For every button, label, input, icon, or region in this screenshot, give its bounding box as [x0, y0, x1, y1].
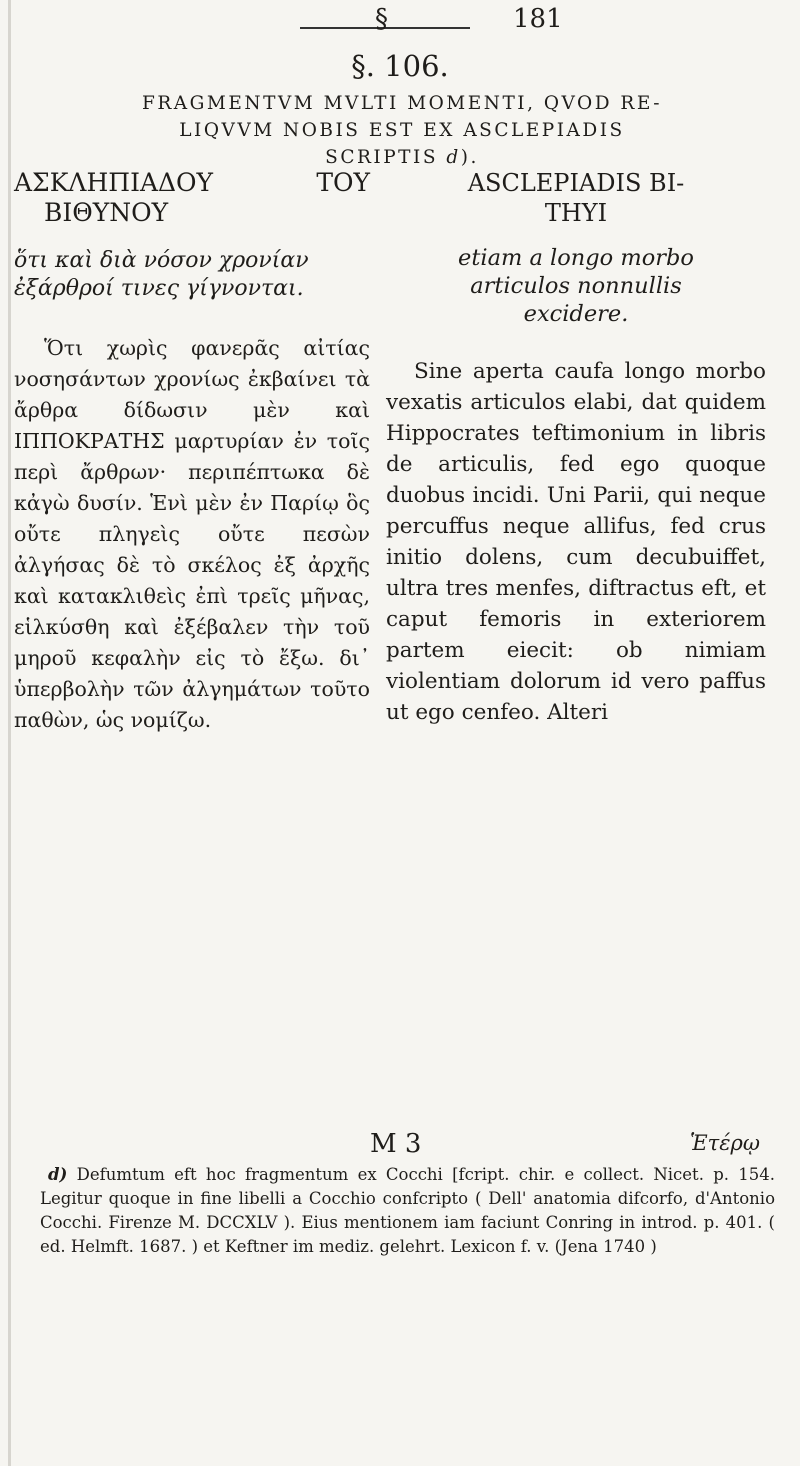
signature-mark: M 3	[370, 1129, 422, 1159]
greek-subheading: ὅτι καὶ διὰ νόσον χρονίαν ἐξάρθροί τινες γίγνονται.	[14, 248, 309, 301]
title-close: ).	[460, 147, 479, 168]
catchword: Ἑτέρῳ	[690, 1131, 761, 1155]
latin-column	[386, 168, 766, 728]
latin-subheading-line-3: excidere.	[523, 301, 629, 327]
title-line-3-text: SCRIPTIS	[325, 147, 438, 168]
section-number: §. 106.	[351, 49, 449, 83]
latin-heading-line-2: THYI	[544, 199, 608, 227]
page-number: 181	[513, 4, 563, 34]
greek-heading-line-2: ΒΙΘΥΝΟΥ	[44, 198, 169, 227]
chapter-title	[92, 90, 712, 171]
footnote-ref-d: d	[446, 147, 461, 168]
latin-body-text: Sine aperta caufa longo morbo vexatis articulos elabi, dat quidem Hippocrates teftimonium in libris de articulis, fed ego quoque duobus incidi. Uni Parii, qui neque percuffus neque allifus, fed crus initio dolens, cum decubuiffet, ultra tres menfes, diftractus eft, et caput femoris in exteriorem partem eiecit: ob nimiam violentiam dolorum id vero paffus ut ego cenfeo. Alteri	[386, 359, 766, 725]
header-ornament: §	[375, 4, 388, 34]
greek-heading-article: ΤΟΥ	[316, 168, 370, 197]
latin-subheading-line-2: articulos nonnullis	[470, 273, 682, 299]
latin-subheading-line-1: etiam a longo morbo	[458, 245, 694, 271]
footnote-mark: d)	[48, 1165, 68, 1184]
greek-heading-line-1	[14, 168, 370, 198]
title-line-3	[92, 144, 712, 171]
footnote	[40, 1163, 775, 1259]
latin-heading	[386, 168, 766, 228]
title-line-2: LIQVVM NOBIS EST EX ASCLEPIADIS	[179, 120, 625, 141]
greek-heading-author: ΑΣΚΛΗΠΙΑΔΟΥ	[14, 168, 214, 197]
page-gutter-shadow	[8, 0, 11, 1466]
latin-subheading	[386, 244, 766, 328]
greek-body-text: Ὅτι χωρὶς φανερᾶς αἰτίας νοσησάντων χρονίως ἐκβαίνει τὰ ἄρθρα δίδωσιν μὲν καὶ ΙΠΠΟΚΡΑΤΗΣ μαρτυρίαν ἐν τοῖς περὶ ἄρθρων· περιπέπτωκα δὲ κἀγὼ δυσίν. Ἑνὶ μὲν ἐν Παρίῳ ὃς οὔτε πληγεὶς οὔτε πεσὼν ἀλγήσας δὲ τὸ σκέλος ἐξ ἀρχῆς καὶ κατακλιθεὶς ἐπὶ τρεῖς μῆνας, εἱλκύσθη καὶ ἐξέβαλεν τὴν τοῦ μηροῦ κεφαλὴν εἰς τὸ ἔξω. δι᾽ ὑπερβολὴν τῶν ἀλγημάτων τοῦτο παθὼν, ὡς νομίζω.	[14, 336, 370, 732]
title-line-1: FRAGMENTVM MVLTI MOMENTI, QVOD RE-	[142, 93, 662, 114]
footnote-text: Defumtum eft hoc fragmentum ex Cocchi [fcript. chir. e collect. Nicet. p. 154. Legitur quoque in fine libelli a Cocchio confcripto ( Dell' anatomia difcorfo, d'Antonio Cocchi. Firenze M. DCCXLV ). Eius mentionem iam faciunt Conring in introd. p. 401. ( ed. Helmft. 1687. ) et Keftner im mediz. gelehrt. Lexicon f. v. (Jena 1740 )	[40, 1165, 775, 1256]
greek-column	[14, 168, 370, 736]
greek-heading	[14, 168, 370, 228]
latin-heading-line-1: ASCLEPIADIS BI-	[467, 169, 685, 197]
